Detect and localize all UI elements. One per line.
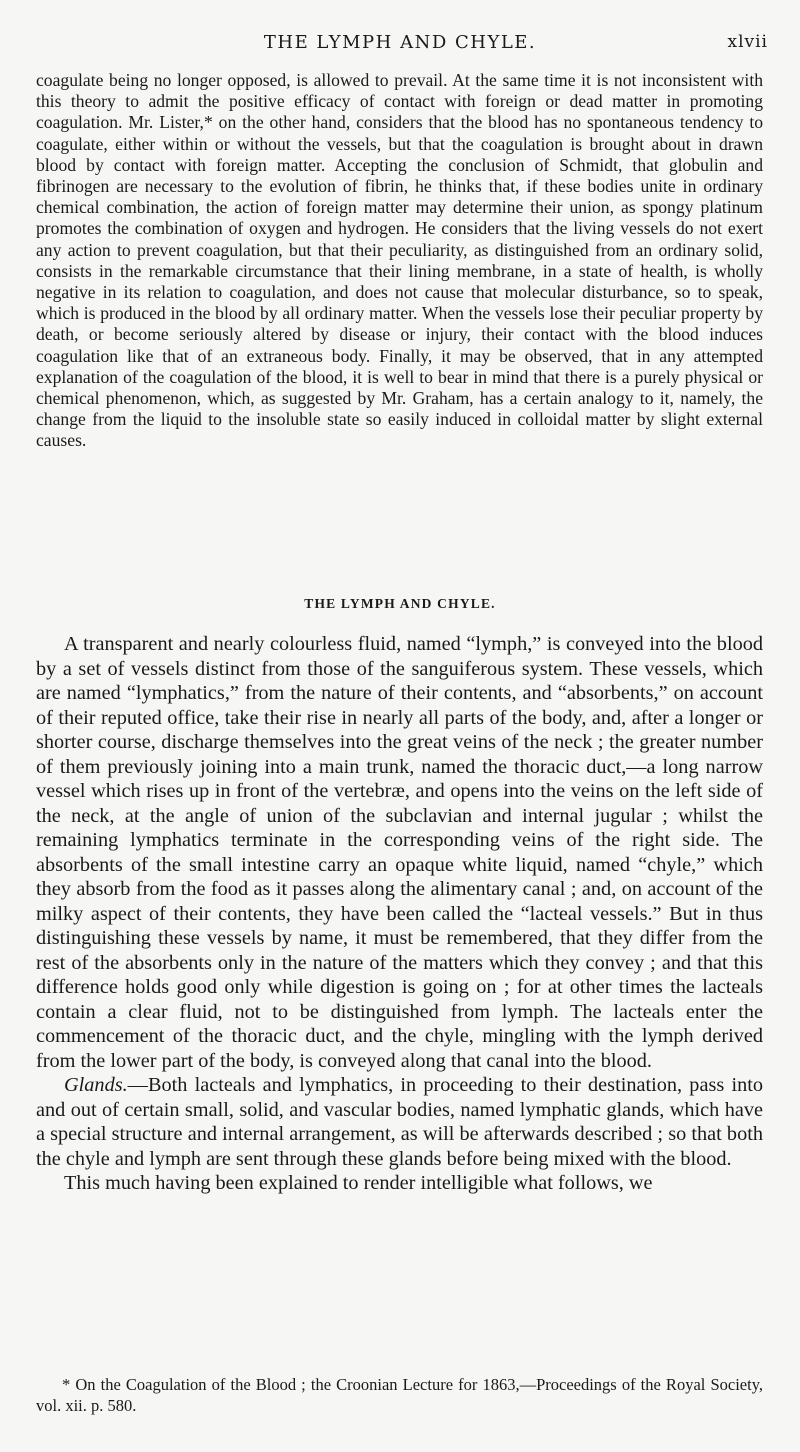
lymph-paragraph: A transparent and nearly colourless fluid, named “lymph,” is conveyed into the blood by a set of vessels distinct from those of the sanguiferous system. These vessels, which are named “lymphatics,” from the nature of their contents, and “absorbents,” on account of their reputed office, take their rise in nearly all parts of the body, and, after a longer or shorter course, discharge themselves into the great veins of the neck ; the greater number of them previously joining into a main trunk, named the thoracic duct,—a long narrow vessel which rises up in front of the vertebræ, and opens into the veins on the left side of the neck, at the angle of union of the subclavian and internal jugular ; whilst the remaining lymphatics terminate in the corresponding veins of the right side. The absorbents of the small intestine carry an opaque white liquid, named “chyle,” which they absorb from the food as it passes along the alimentary canal ; and, on account of the milky aspect of their contents, they have been called the “lacteal vessels.” But in thus distinguishing these vessels by name, it must be remembered, that they differ from the rest of the absorbents only in the nature of the matters which they convey ; and that this difference holds good only while digestion is going on ; for at other times the lacteals contain a clear fluid, not to be distinguished from lymph. The lacteals enter the commencement of the thoracic duct, and the chyle, mingling with the lymph derived from the lower part of the body, is conveyed along that canal into the blood. <box>36 633 763 1072</box>
page-number: xlvii <box>727 32 768 52</box>
section-heading: THE LYMPH AND CHYLE. <box>304 596 496 611</box>
running-head <box>0 32 800 56</box>
section-body <box>36 632 763 1196</box>
footnote <box>36 1374 763 1416</box>
continued-paragraph-text: coagulate being no longer opposed, is allowed to prevail. At the same time it is not inconsistent with this theory to admit the positive efficacy of contact with foreign or dead matter in promoting coagulation. Mr. Lister,* on the other hand, considers that the blood has no spontaneous tendency to coagulate, either within or without the vessels, but that the coagulation is brought about in drawn blood by contact with foreign matter. Accepting the conclusion of Schmidt, that globulin and fibrinogen are necessary to the evolution of fibrin, he thinks that, if these bodies unite in ordinary chemical combination, the action of foreign matter may determine their union, as spongy platinum promotes the combination of oxygen and hydrogen. He considers that the living vessels do not exert any action to prevent coagulation, but that their peculiarity, as distinguished from an ordinary solid, consists in the remarkable circumstance that their lining membrane, in a state of health, is wholly negative in its relation to coagulation, and does not cause that molecular disturbance, so to speak, which is produced in the blood by all ordinary matter. When the vessels lose their peculiar property by death, or become seriously altered by disease or injury, their contact with the blood induces coagulation like that of an extraneous body. Finally, it may be observed, that in any attempted explanation of the coagulation of the blood, it is well to bear in mind that there is a purely physical or chemical phenomenon, which, as suggested by Mr. Graham, has a certain analogy to it, namely, the change from the liquid to the insoluble state so easily induced in colloidal matter by slight external causes. <box>36 70 763 451</box>
glands-paragraph-text: —Both lacteals and lymphatics, in proceeding to their destination, pass into and out of certain small, solid, and vascular bodies, named lymphatic glands, which have a special structure and internal arrangement, as will be afterwards described ; so that both the chyle and lymph are sent through these glands before being mixed with the blood. <box>36 1074 763 1170</box>
closing-paragraph: This much having been explained to render intelligible what follows, we <box>64 1172 653 1194</box>
continued-paragraph <box>36 70 763 452</box>
glands-paragraph <box>36 1073 763 1171</box>
footnote-text: * On the Coagulation of the Blood ; the Croonian Lecture for 1863,—Proceedings of the Royal Society, vol. xii. p. 580. <box>36 1375 763 1415</box>
glands-lead-in: Glands. <box>64 1074 128 1096</box>
running-head-title: THE LYMPH AND CHYLE. <box>263 32 537 53</box>
